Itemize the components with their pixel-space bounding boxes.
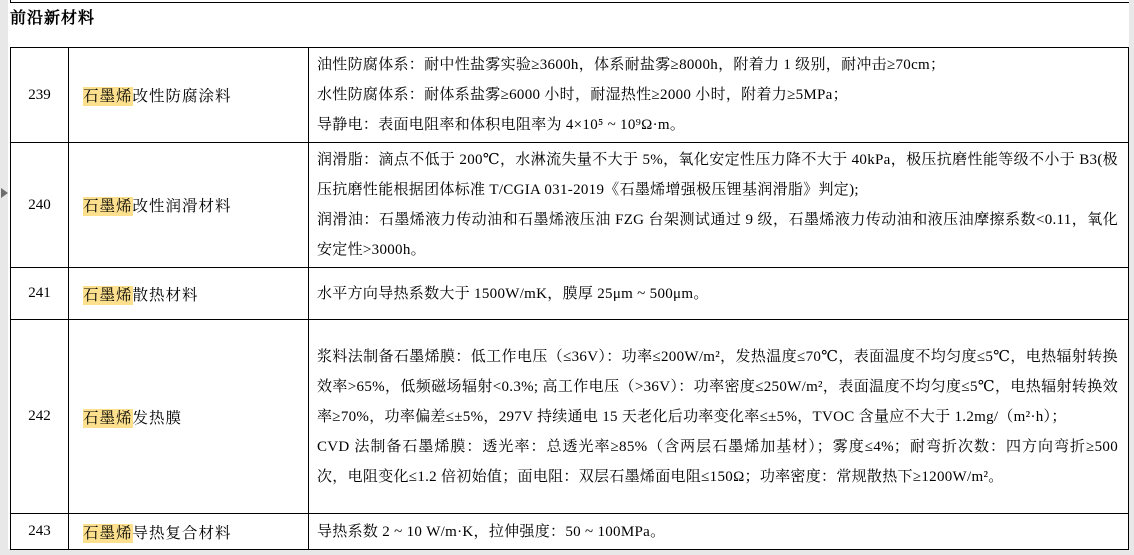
margin-arrow-icon bbox=[1, 188, 8, 198]
row-number-cell: 242 bbox=[11, 320, 69, 514]
material-name-rest: 导热复合材料 bbox=[132, 524, 232, 542]
material-name-cell bbox=[69, 268, 309, 320]
table-row bbox=[11, 320, 1129, 514]
highlighted-keyword: 石墨烯 bbox=[83, 409, 133, 427]
table-row bbox=[11, 48, 1129, 143]
highlighted-keyword: 石墨烯 bbox=[83, 524, 133, 542]
material-name-rest: 改性润滑材料 bbox=[132, 198, 232, 215]
spec-line: 水平方向导热系数大于 1500W/mK，膜厚 25μm ~ 500μm。 bbox=[317, 285, 709, 302]
previous-table-bottom-border bbox=[10, 2, 1129, 3]
section-title: 前沿新材料 bbox=[10, 10, 96, 27]
row-number-cell: 239 bbox=[11, 48, 69, 143]
highlighted-keyword: 石墨烯 bbox=[83, 286, 133, 304]
material-specs-cell bbox=[309, 143, 1129, 268]
row-number-cell: 241 bbox=[11, 268, 69, 320]
page-margin-left bbox=[0, 0, 8, 555]
material-specs-cell bbox=[309, 268, 1129, 320]
highlighted-keyword: 石墨烯 bbox=[83, 198, 133, 215]
table-row bbox=[11, 143, 1129, 268]
material-name-cell bbox=[69, 143, 309, 268]
table-row bbox=[11, 268, 1129, 320]
highlighted-keyword: 石墨烯 bbox=[83, 88, 133, 105]
spec-line: 导静电：表面电阻率和体积电阻率为 4×10⁵ ~ 10⁹Ω·m。 bbox=[317, 117, 686, 133]
material-name-cell bbox=[69, 48, 309, 143]
previous-table-column-tick bbox=[10, 0, 11, 3]
material-name-rest: 改性防腐涂料 bbox=[132, 88, 232, 105]
material-name-cell bbox=[69, 320, 309, 514]
materials-table bbox=[10, 47, 1129, 550]
row-number-cell: 240 bbox=[11, 143, 69, 268]
material-specs-cell bbox=[309, 320, 1129, 514]
material-name-cell bbox=[69, 514, 309, 550]
spec-line: 润滑脂：滴点不低于 200℃，水淋流失量不大于 5%，氧化安定性压力降不大于 40kPa，极压抗磨性能等级不小于 B3(极压抗磨性能根据团体标准 T/CGIA 031-2019《石墨烯增强极压锂基润滑脂》判定); bbox=[317, 152, 1118, 198]
spec-line: 导热系数 2 ~ 10 W/m·K，拉伸强度：50 ~ 100MPa。 bbox=[317, 523, 666, 540]
table-row bbox=[11, 514, 1129, 550]
spec-line: 润滑油：石墨烯液力传动油和石墨烯液压油 FZG 台架测试通过 9 级，石墨烯液力传动油和液压油摩擦系数<0.11，氧化安定性>3000h。 bbox=[317, 212, 1118, 258]
material-specs-cell bbox=[309, 514, 1129, 550]
spec-line: 油性防腐体系：耐中性盐雾实验≥3600h，体系耐盐雾≥8000h，附着力 1 级别，耐冲击≥70cm； bbox=[317, 57, 946, 73]
spec-line: CVD 法制备石墨烯膜：透光率：总透光率≥85%（含两层石墨烯加基材）；雾度≤4%；耐弯折次数：四方向弯折≥500 次，电阻变化≤1.2 倍初始值；面电阻：双层石墨烯面电阻≤150Ω；功率密度：常规散热下≥1200W/m²。 bbox=[317, 438, 1118, 485]
material-name-rest: 发热膜 bbox=[132, 409, 183, 427]
spec-line: 浆料法制备石墨烯膜：低工作电压（≤36V）：功率≤200W/m²，发热温度≤70℃，表面温度不均匀度≤5℃，电热辐射转换效率>65%，低频磁场辐射<0.3%; 高工作电压（>36V）：功率密度≤250W/m²，表面温度不均匀度≤5℃，电热辐射转换效率≥70%，功率偏差≤±5%，297V 持续通电 15 天老化后功率变化率≤±5%，TVOC 含量应不大于 1.2mg/（m²·h）； bbox=[317, 348, 1118, 425]
row-number-cell: 243 bbox=[11, 514, 69, 550]
material-specs-cell bbox=[309, 48, 1129, 143]
material-name-rest: 散热材料 bbox=[132, 286, 199, 304]
page-margin-right bbox=[1129, 0, 1134, 555]
spec-line: 水性防腐体系：耐体系盐雾≥6000 小时，耐湿热性≥2000 小时，附着力≥5MPa； bbox=[317, 87, 848, 103]
